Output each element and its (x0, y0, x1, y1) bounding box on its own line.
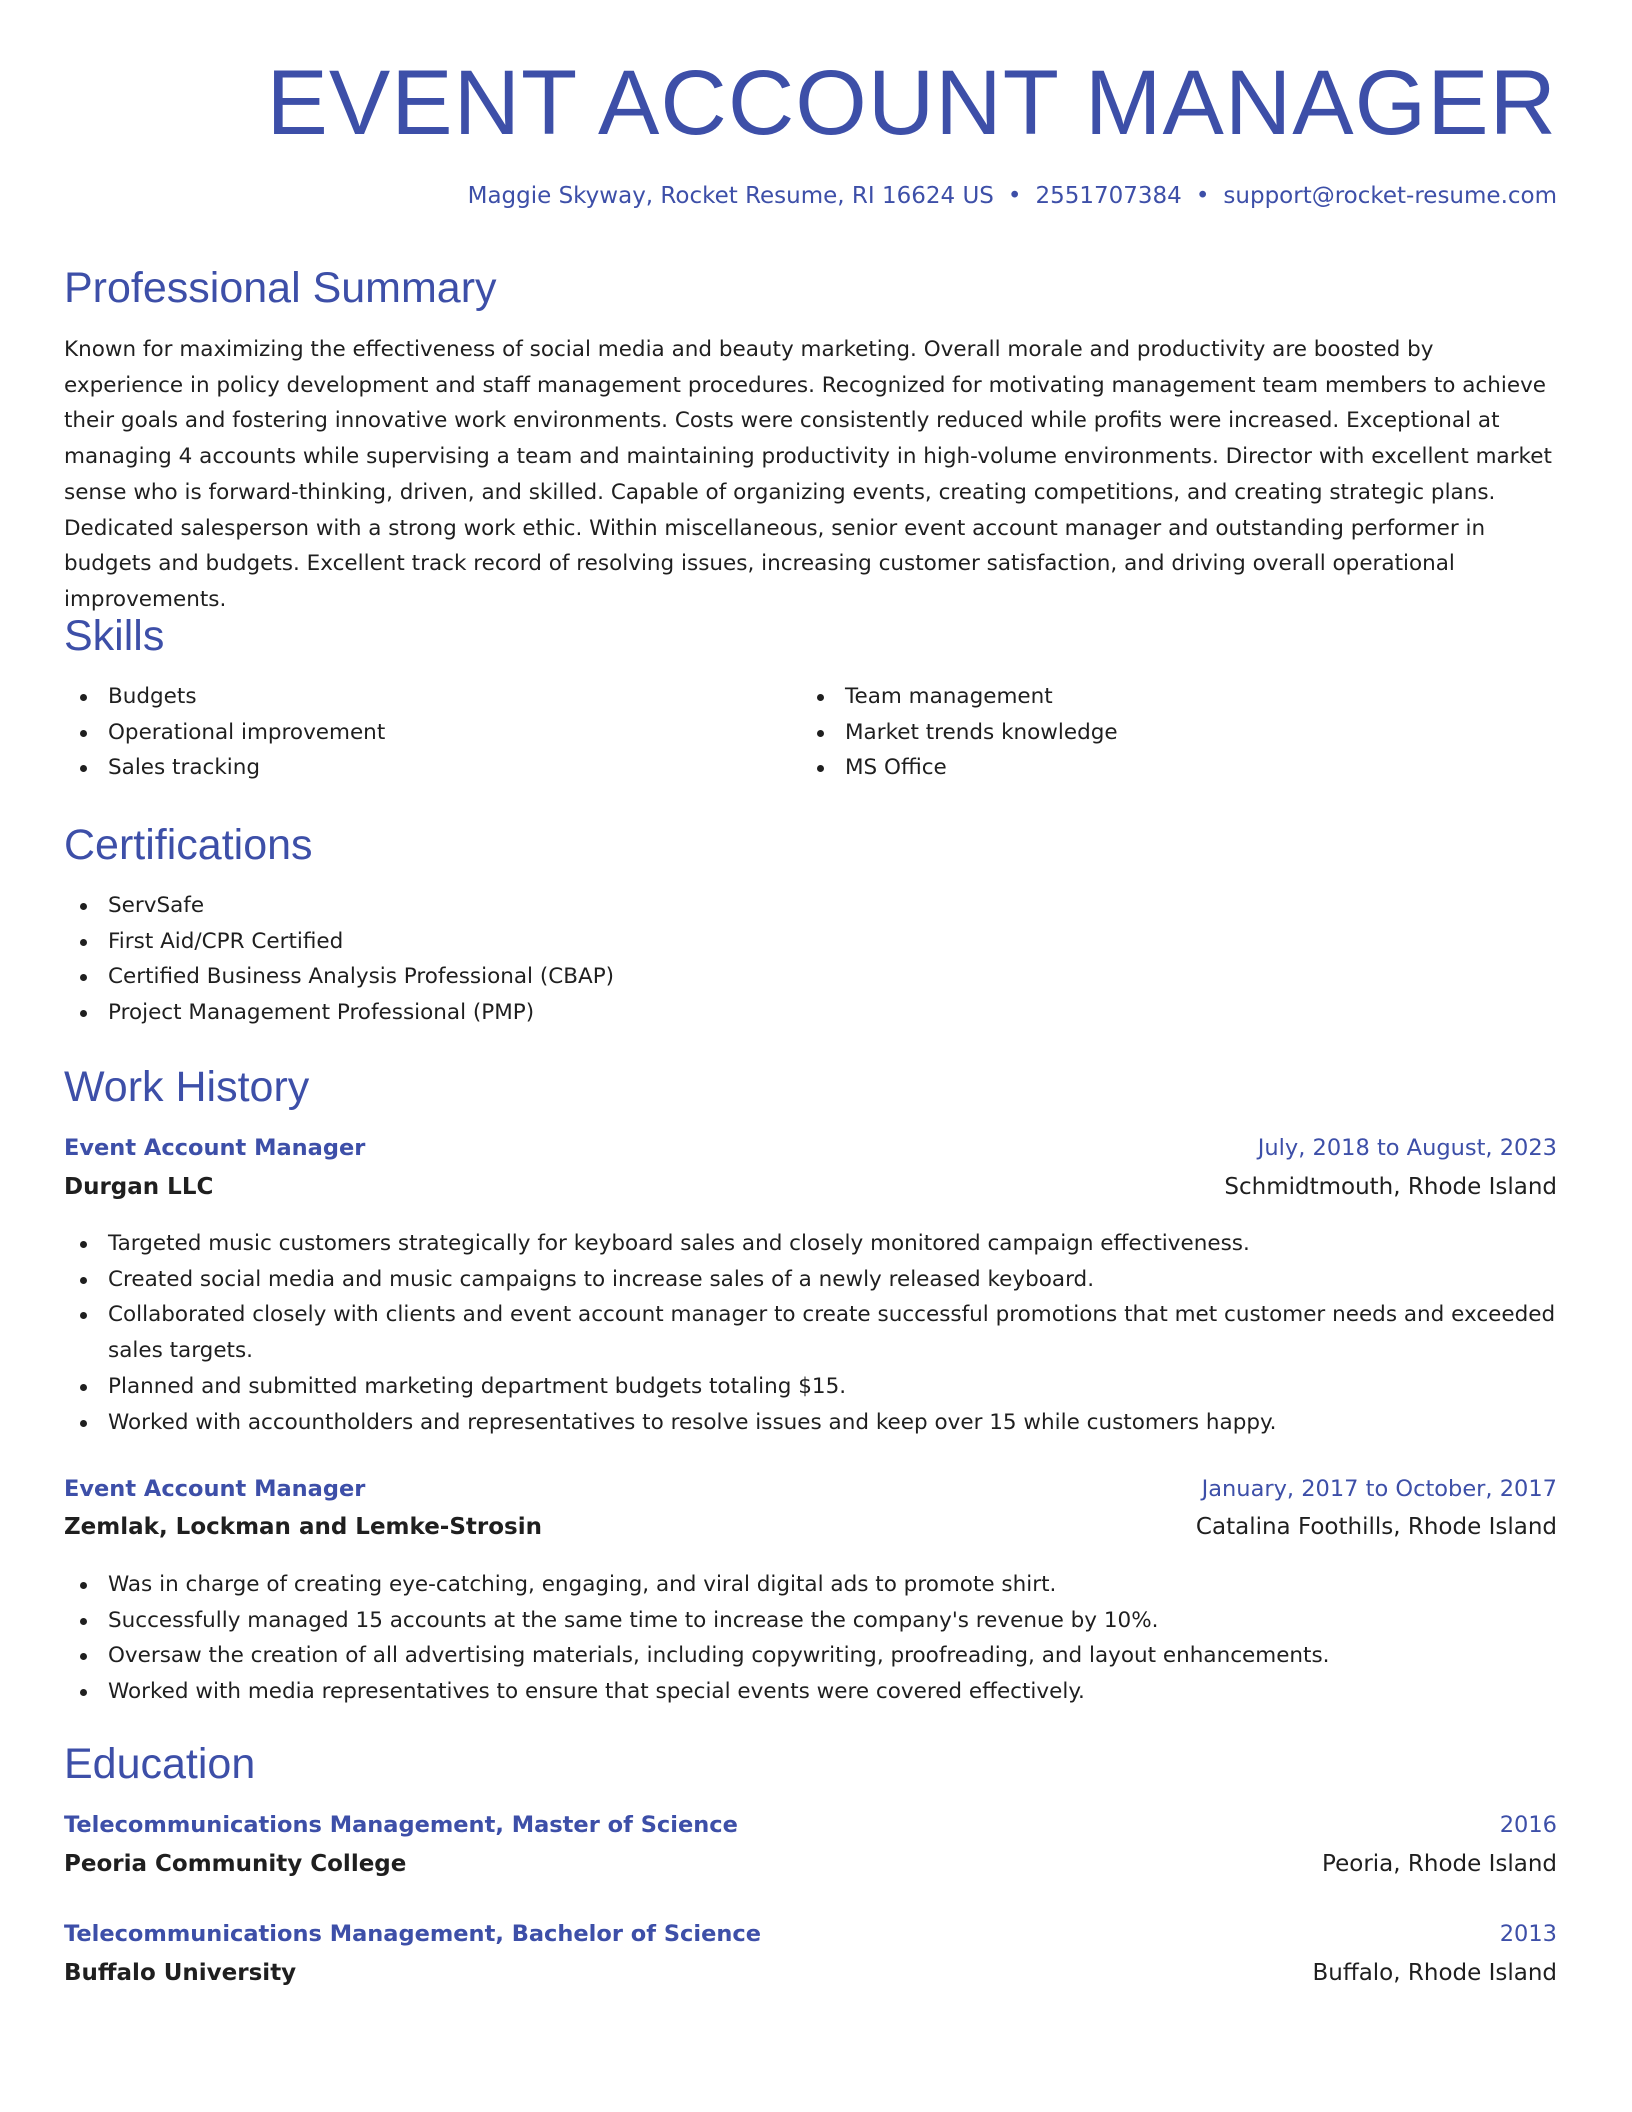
job-bullet: Created social media and music campaigns to increase sales of a newly released keyboard. (64, 1262, 1557, 1298)
job-title: Event Account Manager (64, 1476, 366, 1502)
skill-item: MS Office (801, 750, 1501, 786)
contact-separator: • (1195, 183, 1210, 209)
skills-list-right (801, 679, 1501, 786)
job-company-row (64, 1514, 1557, 1540)
job-bullets (64, 1226, 1557, 1440)
skill-item: Operational improvement (64, 715, 764, 751)
job-company-row (64, 1174, 1557, 1200)
education-degree: Telecommunications Management, Bachelor of Science (64, 1921, 761, 1947)
education-year: 2016 (1499, 1812, 1557, 1838)
job-location: Schmidtmouth, Rhode Island (1224, 1174, 1557, 1200)
certifications-heading: Certifications (64, 821, 313, 869)
job-dates: July, 2018 to August, 2023 (1257, 1135, 1557, 1161)
job-bullet: Collaborated closely with clients and event account manager to create successful promotions that met customer needs and exceeded sales targets. (64, 1297, 1557, 1368)
contact-separator: • (1007, 183, 1022, 209)
skill-item: Budgets (64, 679, 764, 715)
job-dates: January, 2017 to October, 2017 (1201, 1476, 1557, 1502)
education-school: Buffalo University (64, 1960, 297, 1986)
education-year: 2013 (1499, 1921, 1557, 1947)
education-heading: Education (64, 1740, 256, 1788)
summary-text: Known for maximizing the effectiveness of social media and beauty marketing. Overall morale and productivity are boosted by experience in policy development and staff management procedures. Recognized for motivating management team members to achieve their goals and fostering innovative work environments. Costs were consistently reduced while profits were increased. Exceptional at managing 4 accounts while supervising a team and maintaining productivity in high-volume environments. Director with excellent market sense who is forward-thinking, driven, and skilled. Capable of organizing events, creating competitions, and creating strategic plans. Dedicated salesperson with a strong work ethic. Within miscellaneous, senior event account manager and outstanding performer in budgets and budgets. Excellent track record of resolving issues, increasing customer satisfaction, and driving overall operational improvements. (64, 337, 1552, 612)
certification-item: Certified Business Analysis Professional (CBAP) (64, 959, 1557, 995)
job-header (64, 1476, 1557, 1502)
job-bullet: Planned and submitted marketing department budgets totaling $15. (64, 1369, 1557, 1405)
job-bullet: Worked with accountholders and representatives to resolve issues and keep over 15 while customers happy. (64, 1405, 1557, 1441)
job-company: Durgan LLC (64, 1174, 214, 1200)
education-header (64, 1812, 1557, 1838)
education-location: Peoria, Rhode Island (1322, 1851, 1557, 1877)
summary-heading: Professional Summary (64, 264, 497, 312)
education-school-row (64, 1851, 1557, 1877)
job-header (64, 1135, 1557, 1161)
job-bullets (64, 1567, 1557, 1710)
education-header (64, 1921, 1557, 1947)
job-bullet: Oversaw the creation of all advertising materials, including copywriting, proofreading, and layout enhancements. (64, 1638, 1557, 1674)
certification-item: Project Management Professional (PMP) (64, 995, 1557, 1031)
skill-item: Sales tracking (64, 750, 764, 786)
education-location: Buffalo, Rhode Island (1312, 1960, 1557, 1986)
skills-heading: Skills (64, 612, 165, 660)
job-company: Zemlak, Lockman and Lemke-Strosin (64, 1514, 543, 1540)
certification-item: First Aid/CPR Certified (64, 924, 1557, 960)
job-bullet: Worked with media representatives to ensure that special events were covered effectively. (64, 1674, 1557, 1710)
resume-name-title: EVENT ACCOUNT MANAGER (266, 52, 1557, 154)
contact-line (468, 180, 1557, 212)
job-bullet: Successfully managed 15 accounts at the same time to increase the company's revenue by 10%. (64, 1603, 1557, 1639)
skills-list-left (64, 679, 764, 786)
certification-item: ServSafe (64, 888, 1557, 924)
job-title: Event Account Manager (64, 1135, 366, 1161)
job-bullet: Targeted music customers strategically for keyboard sales and closely monitored campaign effectiveness. (64, 1226, 1557, 1262)
skill-item: Market trends knowledge (801, 715, 1501, 751)
job-location: Catalina Foothills, Rhode Island (1195, 1514, 1557, 1540)
job-bullet: Was in charge of creating eye-catching, engaging, and viral digital ads to promote shirt. (64, 1567, 1557, 1603)
skill-item: Team management (801, 679, 1501, 715)
contact-email[interactable]: support@rocket-resume.com (1223, 183, 1557, 209)
education-degree: Telecommunications Management, Master of Science (64, 1812, 738, 1838)
contact-address: Maggie Skyway, Rocket Resume, RI 16624 US (467, 183, 994, 209)
education-school: Peoria Community College (64, 1851, 407, 1877)
certifications-list (64, 888, 1557, 1031)
contact-phone[interactable]: 2551707384 (1035, 183, 1182, 209)
education-school-row (64, 1960, 1557, 1986)
work-history-heading: Work History (64, 1063, 310, 1111)
